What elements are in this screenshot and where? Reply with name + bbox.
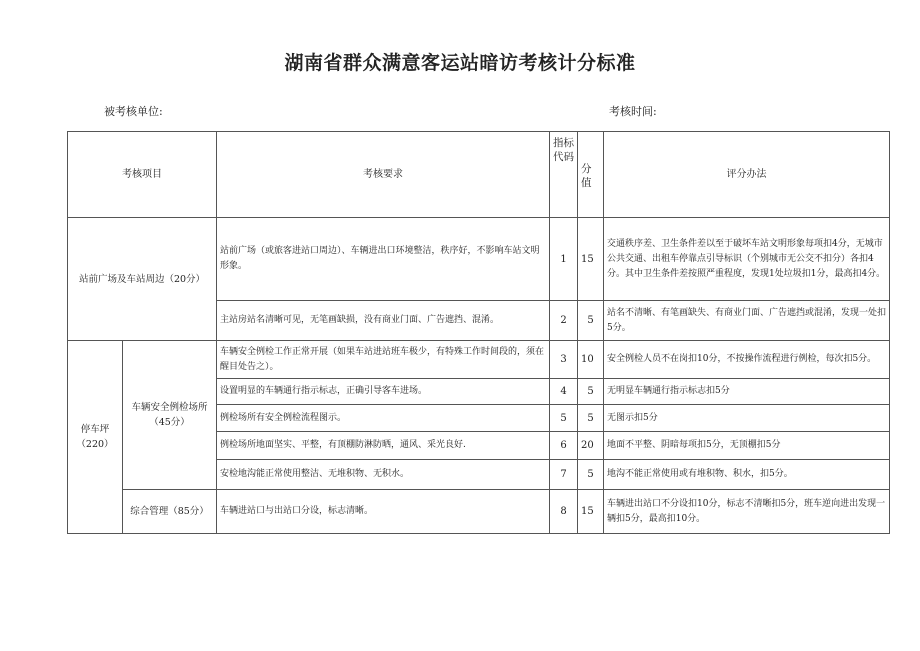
code-cell: 1 — [550, 218, 578, 301]
assessment-time-label: 考核时间: — [609, 105, 657, 118]
method-cell: 无图示扣5分 — [604, 405, 890, 432]
page-title: 湖南省群众满意客运站暗访考核计分标准 — [284, 52, 636, 74]
method-cell: 安全例检人员不在岗扣10分，不按操作流程进行例检，每次扣5分。 — [604, 341, 890, 379]
table-row — [68, 341, 890, 379]
score-cell: 5 — [578, 405, 604, 432]
score-cell: 15 — [578, 218, 604, 301]
header-method: 评分办法 — [604, 132, 890, 218]
header-score: 分值 — [578, 132, 604, 218]
header-item: 考核项目 — [68, 132, 217, 218]
method-cell: 无明显车辆通行指示标志扣5分 — [604, 379, 890, 405]
code-cell: 2 — [550, 301, 578, 341]
score-cell: 10 — [578, 341, 604, 379]
table-row — [68, 490, 890, 534]
code-cell: 7 — [550, 460, 578, 490]
code-cell: 6 — [550, 432, 578, 460]
score-cell: 20 — [578, 432, 604, 460]
code-cell: 8 — [550, 490, 578, 534]
requirement-cell: 车辆进站口与出站口分设，标志清晰。 — [217, 490, 550, 534]
scoring-table — [67, 131, 890, 534]
requirement-cell: 设置明显的车辆通行指示标志，正确引导客车进场。 — [217, 379, 550, 405]
requirement-cell: 安检地沟能正常使用整洁、无堆积物、无积水。 — [217, 460, 550, 490]
group-management-label: 综合管理（85分） — [123, 490, 217, 534]
method-cell: 车辆进出站口不分设扣10分，标志不清晰扣5分，班车逆向进出发现一辆扣5分，最高扣10分。 — [604, 490, 890, 534]
requirement-cell: 站前广场（或旅客进站口周边）、车辆进出口环境整洁，秩序好，不影响车站文明形象。 — [217, 218, 550, 301]
method-cell: 地沟不能正常使用或有堆积物、积水，扣5分。 — [604, 460, 890, 490]
requirement-cell: 车辆安全例检工作正常开展（如果车站进站班车极少，有特殊工作时间段的，须在醒目处告之）。 — [217, 341, 550, 379]
section-plaza-label: 站前广场及车站周边（20分） — [68, 218, 217, 341]
assessed-unit-label: 被考核单位: — [104, 105, 163, 118]
code-cell: 3 — [550, 341, 578, 379]
code-cell: 5 — [550, 405, 578, 432]
method-cell: 交通秩序差、卫生条件差以至于破坏车站文明形象每项扣4分，无城市公共交通、出租车停靠点引导标识（个别城市无公交不扣分）各扣4分。其中卫生条件差按照严重程度，发现1处垃圾扣1分，最高扣4分。 — [604, 218, 890, 301]
requirement-cell: 例检场所有安全例检流程图示。 — [217, 405, 550, 432]
score-cell: 5 — [578, 379, 604, 405]
header-row — [68, 132, 890, 218]
method-cell: 站名不清晰、有笔画缺失、有商业门面、广告遮挡或混淆，发现一处扣5分。 — [604, 301, 890, 341]
requirement-cell: 例检场所地面坚实、平整，有顶棚防淋防晒，通风、采光良好. — [217, 432, 550, 460]
table-row — [68, 218, 890, 301]
code-cell: 4 — [550, 379, 578, 405]
header-requirement: 考核要求 — [217, 132, 550, 218]
score-cell: 5 — [578, 301, 604, 341]
method-cell: 地面不平整、阴暗每项扣5分，无顶棚扣5分 — [604, 432, 890, 460]
group-inspection-label: 车辆安全例检场所（45分） — [123, 341, 217, 490]
section-parking-label: 停车坪（220） — [68, 341, 123, 534]
score-cell: 15 — [578, 490, 604, 534]
requirement-cell: 主站房站名清晰可见，无笔画缺损，没有商业门面、广告遮挡、混淆。 — [217, 301, 550, 341]
score-cell: 5 — [578, 460, 604, 490]
header-code: 指标代码 — [550, 132, 578, 218]
